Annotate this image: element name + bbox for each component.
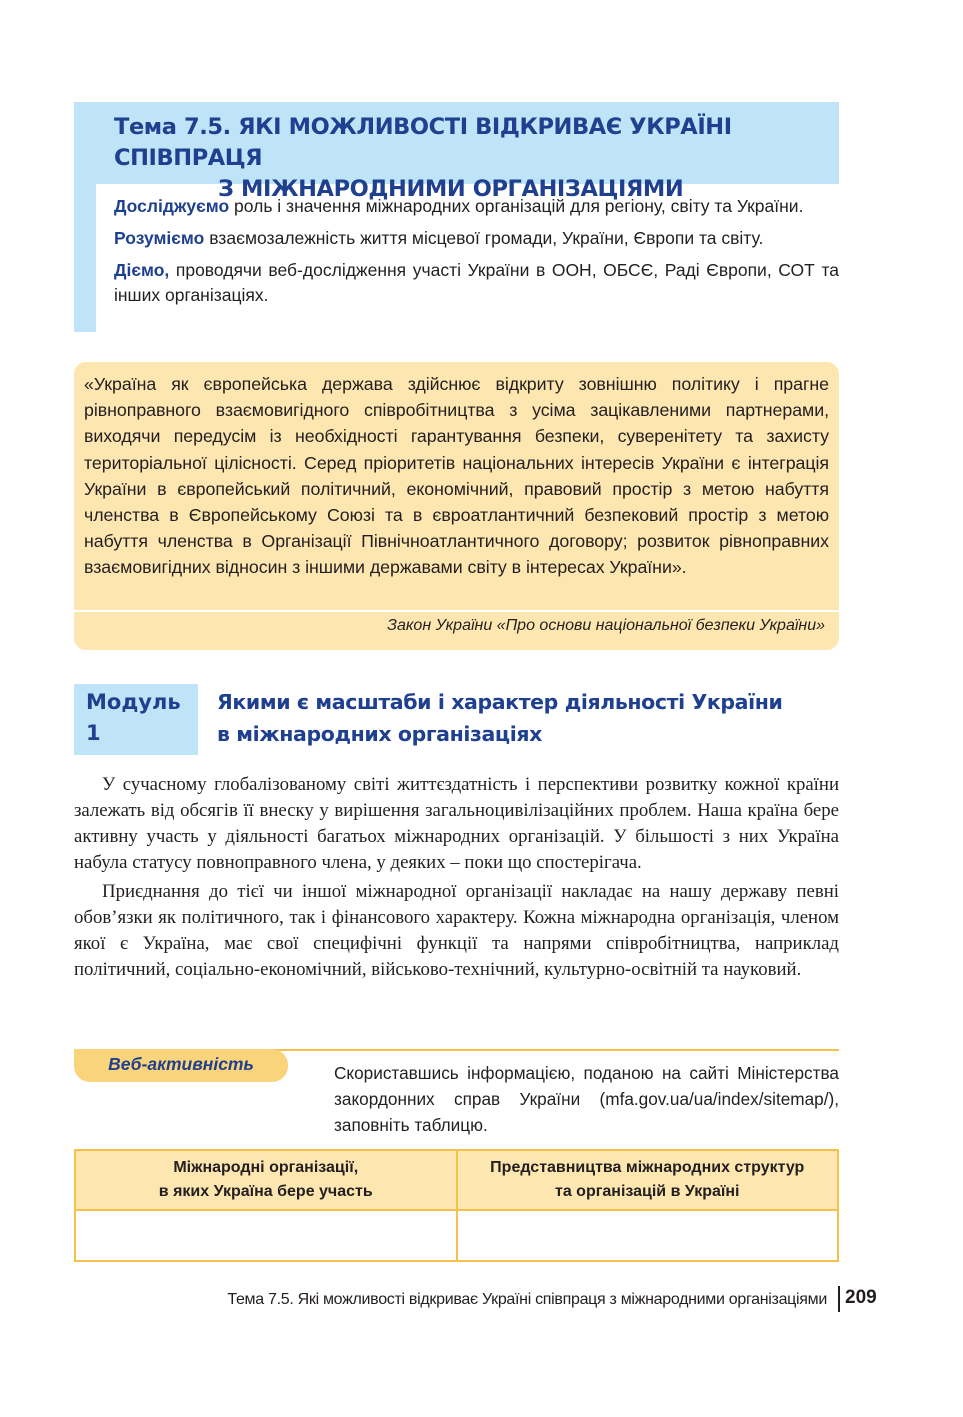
activity-table	[74, 1149, 839, 1262]
quote-source: Закон України «Про основи національної безпеки України»	[387, 617, 825, 634]
goal-keyword: Досліджуємо	[114, 196, 230, 216]
topic-title	[114, 112, 829, 205]
header-line: Представництва міжнародних структур	[490, 1159, 805, 1176]
goal-text: взаємозалежність життя місцевої громади, України, Європи та світу.	[204, 228, 764, 248]
quote-box	[74, 362, 839, 650]
goal-research	[114, 194, 839, 219]
table-header-organizations	[75, 1150, 457, 1210]
module-body	[74, 772, 839, 986]
goal-keyword: Розуміємо	[114, 228, 205, 248]
goal-text: роль і значення міжнародних організацій для регіону, світу та України.	[229, 196, 804, 216]
paragraph: У сучасному глобалізованому світі життєздатність і перспективи розвитку кожної країни залежать від обсягів її внеску у вирішення загальноцивілізаційних проблем. Наша країна бере активну участь у діяльності багатьох міжнародних організацій. У більшості з них Україна набула статусу повноправного члена, у деяких – поки що спостерігача.	[74, 774, 839, 873]
module-label: Модуль 1	[74, 684, 198, 755]
page-footer	[0, 1286, 963, 1316]
table-header-representations	[457, 1150, 839, 1210]
module-title-line1: Якими є масштаби і характер діяльності України	[217, 690, 783, 714]
goal-understand	[114, 226, 839, 251]
topic-title-line2: З МІЖНАРОДНИМИ ОРГАНІЗАЦІЯМИ	[218, 176, 684, 202]
goal-keyword: Діємо,	[114, 260, 170, 280]
table-row	[75, 1210, 838, 1261]
table-header-row	[75, 1150, 838, 1210]
table-cell-empty[interactable]	[75, 1210, 457, 1261]
goal-act	[114, 258, 839, 308]
module-title-line2: в міжнародних організаціях	[217, 722, 542, 746]
table-cell-empty[interactable]	[457, 1210, 839, 1261]
paragraph: Приєднання до тієї чи іншої міжнародної організації накладає на нашу державу певні обов’язки як політичного, так і фінансового характеру. Кожна міжнародна організація, членом якої є Україна, має свої специфічні функції та напрями співробітництва, наприклад політичний, соціально-економічний, військово-технічний, культурно-освітній та науковий.	[74, 881, 839, 980]
learning-goals	[114, 194, 839, 315]
header-line: Міжнародні організації,	[173, 1159, 359, 1176]
footer-divider	[838, 1286, 840, 1312]
quote-text: «Україна як європейська держава здійснює відкриту зовнішню політику і прагне рівноправного взаємовигідного співробітництва з усіма зацікавленими партнерами, виходячи передусім із необхідності гарантування безпеки, суверенітету та захисту територіальної цілісності. Серед пріоритетів національних інтересів України є інтеграція України в європейський політичний, економічний, правовий простір з метою набуття членства в Європейському Союзі та в євроатлантичний безпековий простір з метою набуття членства в Організації Північноатлантичного договору; розвиток рівноправних взаємовигідних відносин з іншими державами світу в інтересах України».	[84, 374, 829, 578]
header-line: та організацій в Україні	[554, 1183, 740, 1200]
quote-divider	[74, 610, 839, 612]
web-activity-badge: Веб-активність	[74, 1049, 288, 1082]
footer-running-title: Тема 7.5. Які можливості відкриває Україні співпраця з міжнародними організаціями	[227, 1291, 827, 1308]
goal-text: проводячи веб-дослідження участі України в ООН, ОБСЄ, Раді Європи, СОТ та інших організаціях.	[114, 260, 839, 305]
topic-header	[74, 102, 839, 202]
topic-title-line1: Тема 7.5. ЯКІ МОЖЛИВОСТІ ВІДКРИВАЄ УКРАЇНІ СПІВПРАЦЯ	[114, 114, 732, 171]
goals-accent-bar	[74, 184, 96, 332]
page-number: 209	[845, 1287, 877, 1308]
web-activity-task: Скориставшись інформацією, поданою на сайті Міністерства закордонних справ України (mfa.gov.ua/ua/index/sitemap/), заповніть таблицю.	[334, 1063, 839, 1135]
module-title	[217, 686, 839, 750]
header-line: в яких Україна бере участь	[158, 1183, 373, 1200]
